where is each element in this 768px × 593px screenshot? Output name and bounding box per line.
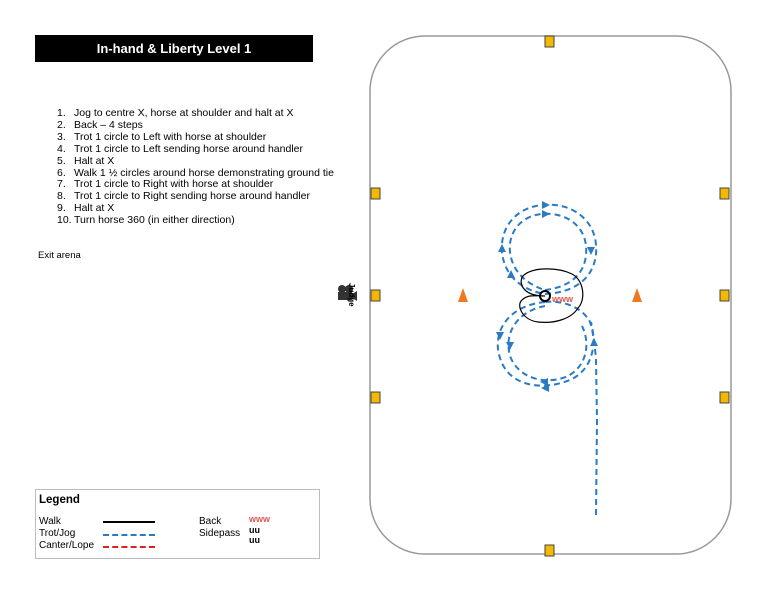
list-item: 8. Trot 1 circle to Right sending horse around handler: [57, 190, 310, 203]
judge-label: Judge: [347, 283, 356, 307]
exit-text: Exit arena: [38, 250, 81, 261]
list-item: 4. Trot 1 circle to Left sending horse around handler: [57, 142, 303, 155]
marker-left-lower: [371, 392, 380, 403]
legend-back-sample: www: [249, 514, 271, 524]
marker-bottom: [545, 545, 554, 556]
legend-back-label: Back: [199, 516, 222, 527]
legend-title: Legend: [39, 494, 80, 506]
list-item: 2. Back – 4 steps: [57, 118, 143, 131]
marker-right-middle: [720, 290, 729, 301]
list-item: 7. Trot 1 circle to Right with horse at shoulder: [57, 178, 274, 191]
legend-walk-label: Walk: [39, 516, 61, 527]
marker-right-lower: [720, 392, 729, 403]
legend-sidepass-sample-2: uu: [249, 535, 260, 545]
legend-canter-line: [103, 546, 155, 548]
marker-top: [545, 36, 554, 47]
back-mark: www: [552, 294, 574, 304]
list-item: 1. Jog to centre X, horse at shoulder and halt at X: [57, 107, 294, 119]
list-item: 9. Halt at X: [57, 202, 115, 215]
list-item: 10. Turn horse 360 (in either direction): [57, 214, 235, 227]
legend-sidepass-label: Sidepass: [199, 528, 241, 539]
list-item: 3. Trot 1 circle to Left with horse at shoulder: [57, 130, 267, 143]
list-item: 6. Walk 1 ½ circles around horse demonstrating ground tie: [57, 166, 334, 179]
legend-canter-label: Canter/Lope: [39, 540, 95, 551]
page-title: In-hand & Liberty Level 1: [35, 35, 313, 62]
marker-right-upper: [720, 188, 729, 199]
legend: [35, 489, 320, 559]
marker-left-middle: [371, 290, 380, 301]
legend-trot-label: Trot/Jog: [39, 528, 76, 539]
legend-trot-line: [103, 534, 155, 536]
marker-left-upper: [371, 188, 380, 199]
list-item: 5. Halt at X: [57, 154, 115, 167]
legend-sidepass-sample: uu: [249, 525, 260, 535]
legend-walk-line: [103, 521, 155, 523]
